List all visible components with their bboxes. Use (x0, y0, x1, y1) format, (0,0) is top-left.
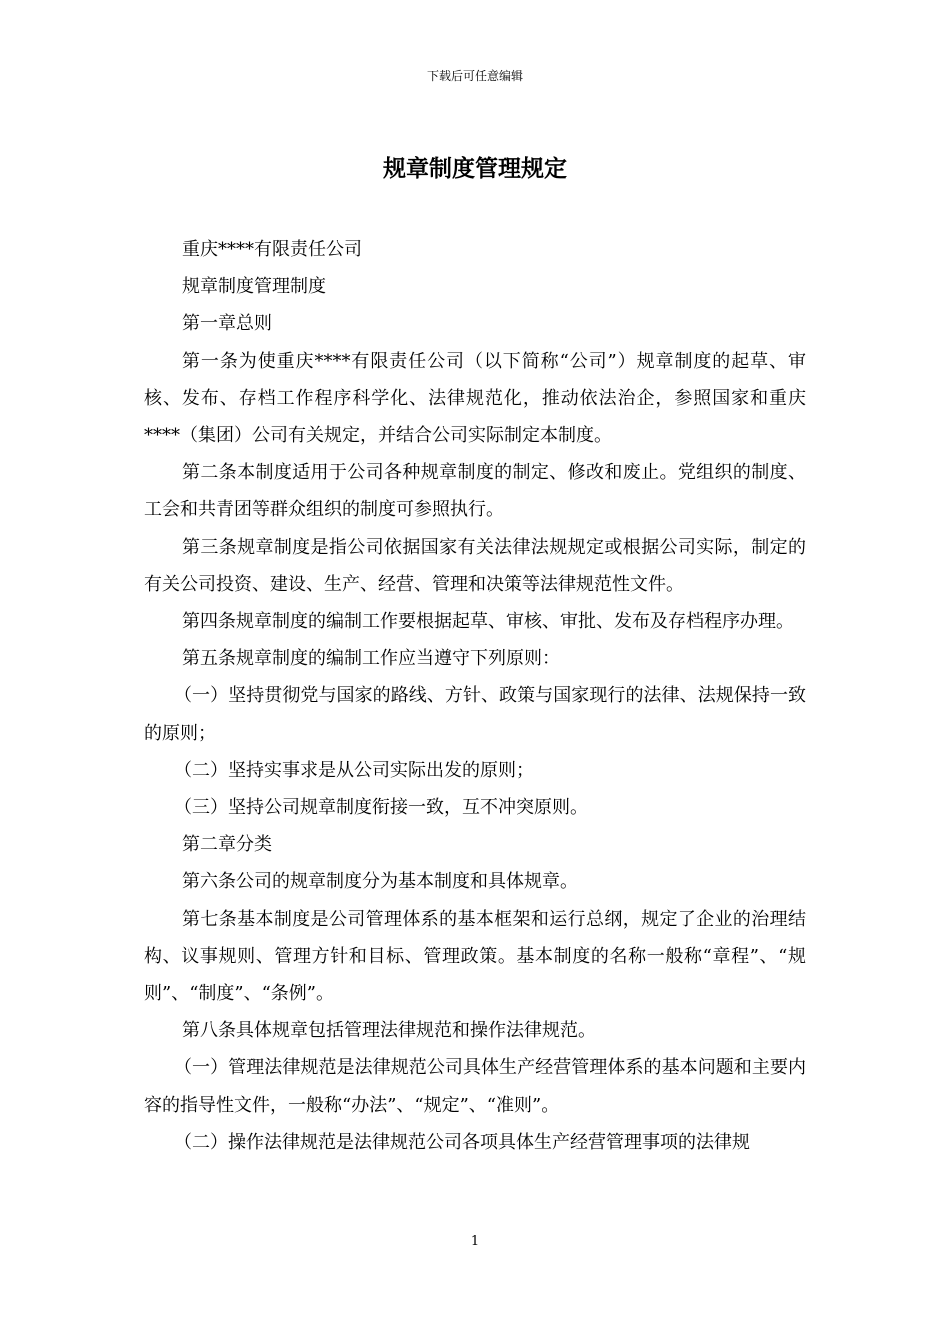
article-paragraph: 第二条本制度适用于公司各种规章制度的制定、修改和废止。党组织的制度、工会和共青团等群众组织的制度可参照执行。 (144, 462, 806, 521)
document-title: 规章制度管理规定 (383, 156, 567, 182)
article-paragraph: 第六条公司的规章制度分为基本制度和具体规章。 (182, 871, 578, 893)
company-name-line: 重庆****有限责任公司 (182, 239, 362, 260)
article-paragraph: 第一条为使重庆****有限责任公司（以下简称“公司”）规章制度的起草、审核、发布、存档工作程序科学化、法律规范化，推动依法治企，参照国家和重庆****（集团）公司有关规定，并结合公司实际制定本制度。 (144, 350, 806, 447)
document-body (144, 231, 806, 1161)
chapter-heading: 第二章分类 (182, 834, 272, 856)
list-item-paragraph: （二）坚持实事求是从公司实际出发的原则； (174, 759, 534, 781)
page-number: 1 (470, 1234, 480, 1249)
list-item-paragraph: （二）操作法律规范是法律规范公司各项具体生产经营管理事项的法律规 (174, 1131, 750, 1153)
article-paragraph: 第八条具体规章包括管理法律规范和操作法律规范。 (182, 1020, 596, 1042)
list-item-paragraph: （三）坚持公司规章制度衔接一致，互不冲突原则。 (174, 797, 588, 819)
article-paragraph: 第七条基本制度是公司管理体系的基本框架和运行总纲，规定了企业的治理结构、议事规则、管理方针和目标、管理政策。基本制度的名称一般称“章程”、“规则”、“制度”、“条例”。 (144, 908, 806, 1005)
article-paragraph: 第四条规章制度的编制工作要根据起草、审核、审批、发布及存档程序办理。 (182, 611, 794, 633)
page-header-note: 下载后可任意编辑 (426, 69, 523, 83)
regulation-name-line: 规章制度管理制度 (182, 276, 326, 298)
chapter-heading: 第一章总则 (182, 313, 272, 335)
list-item-paragraph: （一）管理法律规范是法律规范公司具体生产经营管理体系的基本问题和主要内容的指导性文件，一般称“办法”、“规定”、“准则”。 (144, 1057, 806, 1116)
article-paragraph: 第五条规章制度的编制工作应当遵守下列原则： (182, 648, 560, 670)
article-paragraph: 第三条规章制度是指公司依据国家有关法律法规规定或根据公司实际，制定的有关公司投资、建设、生产、经营、管理和决策等法律规范性文件。 (144, 536, 806, 595)
list-item-paragraph: （一）坚持贯彻党与国家的路线、方针、政策与国家现行的法律、法规保持一致的原则； (144, 685, 806, 744)
